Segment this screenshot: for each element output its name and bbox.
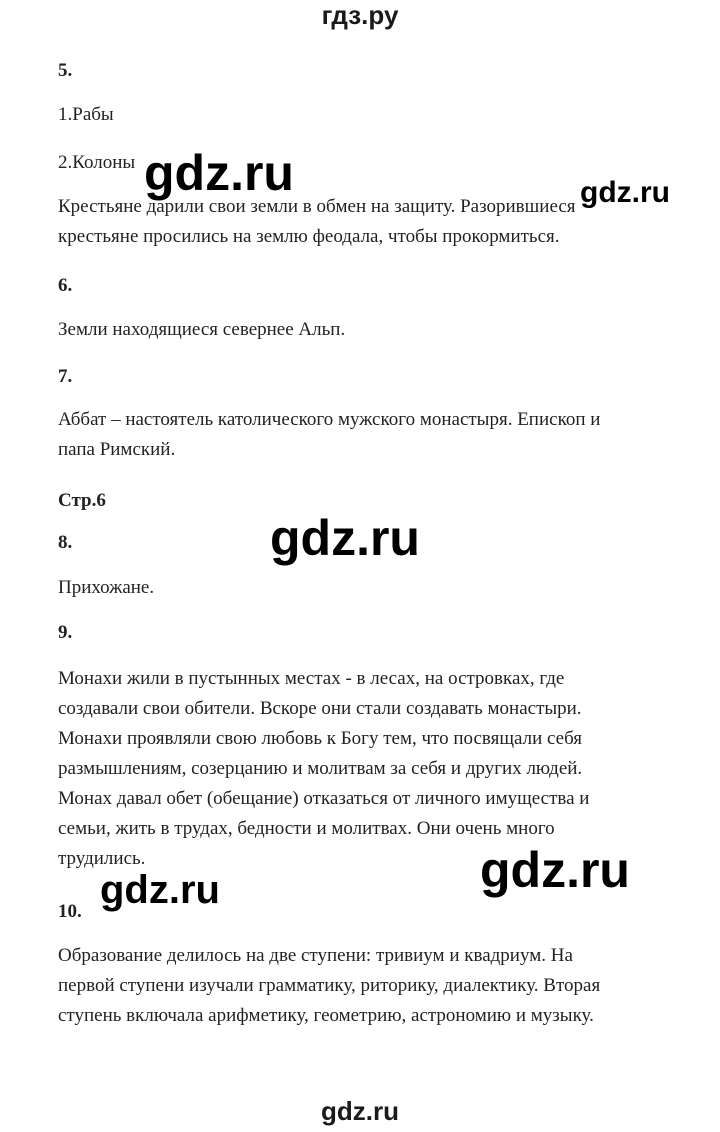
section-number: 7.	[58, 366, 73, 387]
paragraph: Прихожане.	[58, 577, 155, 598]
paragraph: 2.Колоны	[58, 152, 136, 173]
site-header: гдз.ру	[321, 0, 399, 30]
watermark: gdz.ru	[144, 145, 294, 201]
watermark: gdz.ru	[580, 176, 670, 209]
watermark: gdz.ru	[270, 510, 420, 566]
paragraph: Образование делилось на две ступени: тривиум и квадриум. На первой ступени изучали грамматику, риторику, диалектику. Вторая ступень включала арифметику, геометрию, астрономию и музыку.	[58, 945, 601, 1026]
paragraph: Аббат – настоятель католического мужского монастыря. Епископ и папа Римский.	[58, 409, 601, 460]
watermark: gdz.ru	[100, 868, 220, 912]
page-heading: Стр.6	[58, 490, 106, 511]
paragraph: Монахи жили в пустынных местах - в лесах, на островках, где создавали свои обители. Вскоре они стали создавать монастыри. Монахи проявляли свою любовь к Богу тем, что посвящали себя размышлениям, созерцанию и молитвам за себя и других людей. Монах давал обет (обещание) отказаться от личного имущества и семьи, жить в трудах, бедности и молитвах. Они очень много трудились.	[58, 668, 590, 869]
section-number: 10.	[58, 901, 82, 922]
watermark: gdz.ru	[480, 842, 630, 898]
site-footer: gdz.ru	[321, 1096, 399, 1126]
section-number: 8.	[58, 532, 73, 553]
paragraph: Земли находящиеся севернее Альп.	[58, 319, 346, 340]
paragraph: Крестьяне дарили свои земли в обмен на защиту. Разорившиеся крестьяне просились на землю феодала, чтобы прокормиться.	[58, 196, 576, 247]
section-number: 9.	[58, 622, 73, 643]
section-number: 5.	[58, 60, 73, 81]
paragraph: 1.Рабы	[58, 104, 114, 125]
section-number: 6.	[58, 275, 73, 296]
